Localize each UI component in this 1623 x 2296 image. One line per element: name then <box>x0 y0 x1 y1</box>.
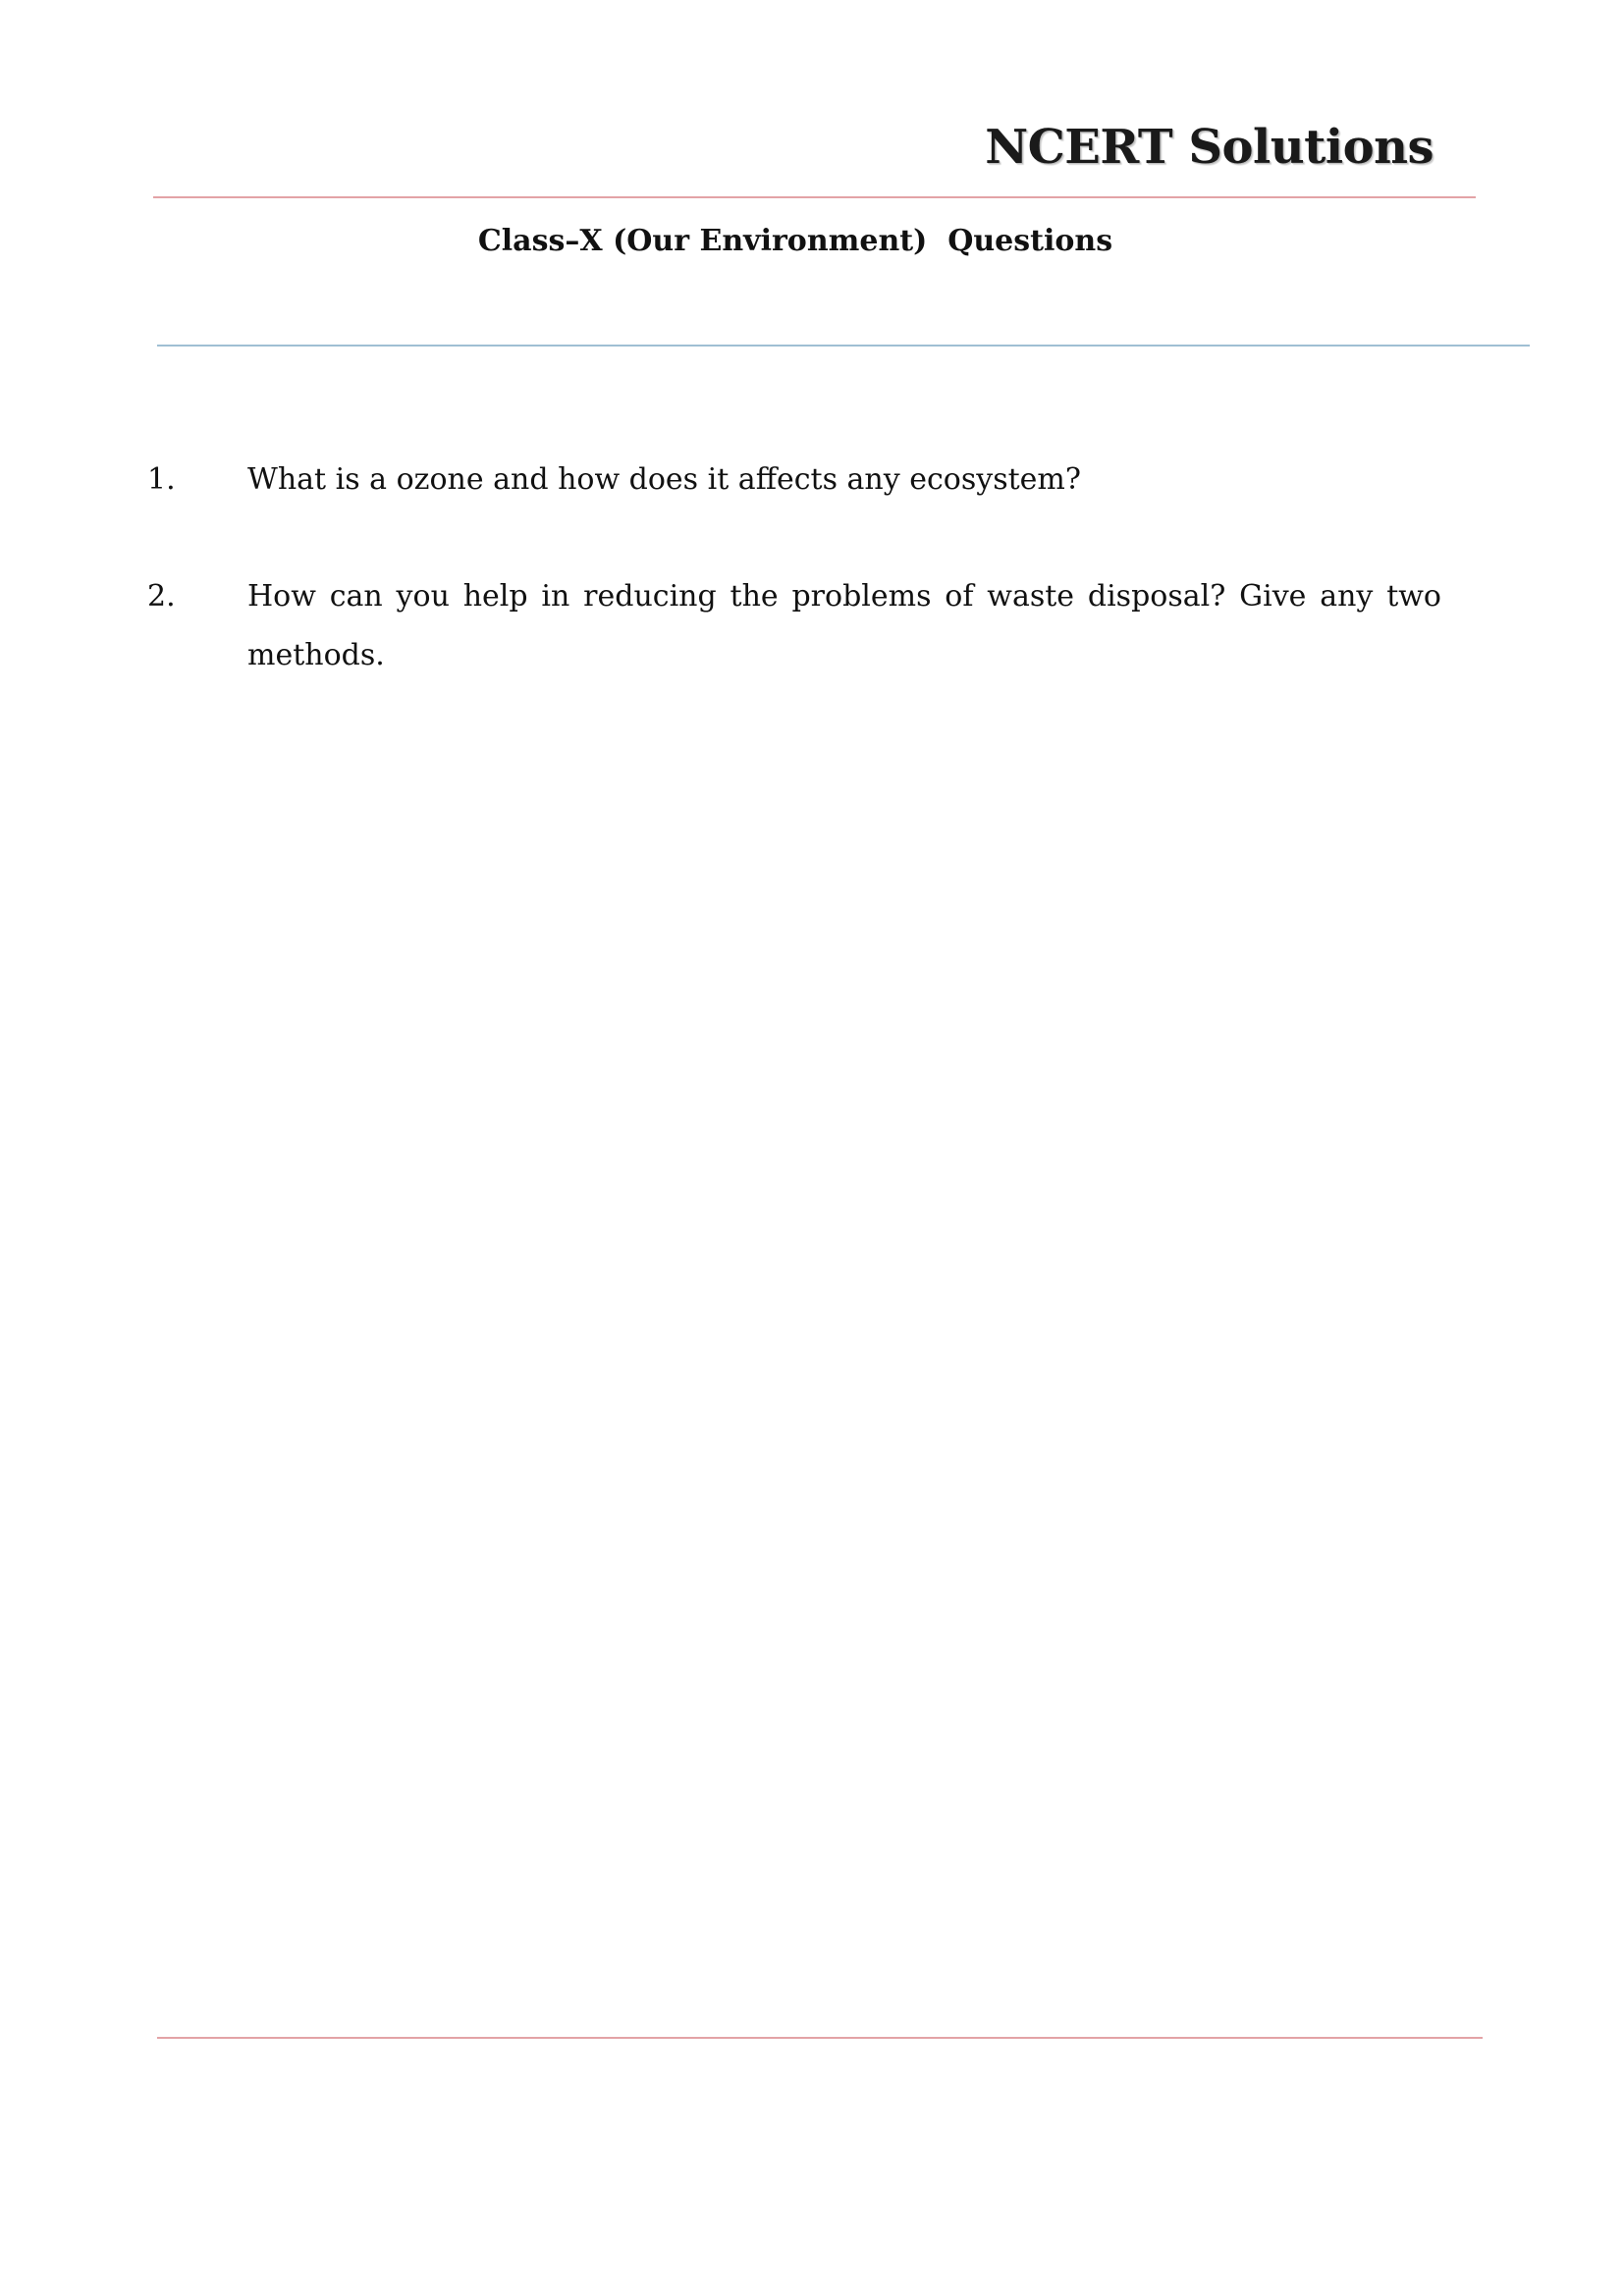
question-number: 1. <box>147 462 176 497</box>
header-divider <box>153 196 1476 198</box>
brand-title: NCERT Solutions <box>985 120 1434 175</box>
title-divider <box>157 345 1530 347</box>
question-number: 2. <box>147 579 176 614</box>
question-text: How can you help in reducing the problems of waste disposal? Give any two methods. <box>247 579 1441 672</box>
footer-divider <box>157 2037 1483 2039</box>
question-text: What is a ozone and how does it affects any ecosystem? <box>247 462 1081 497</box>
question-item <box>147 567 1441 685</box>
question-item <box>147 451 1441 509</box>
page-title: Class–X (Our Environment) Questions <box>477 224 1113 258</box>
